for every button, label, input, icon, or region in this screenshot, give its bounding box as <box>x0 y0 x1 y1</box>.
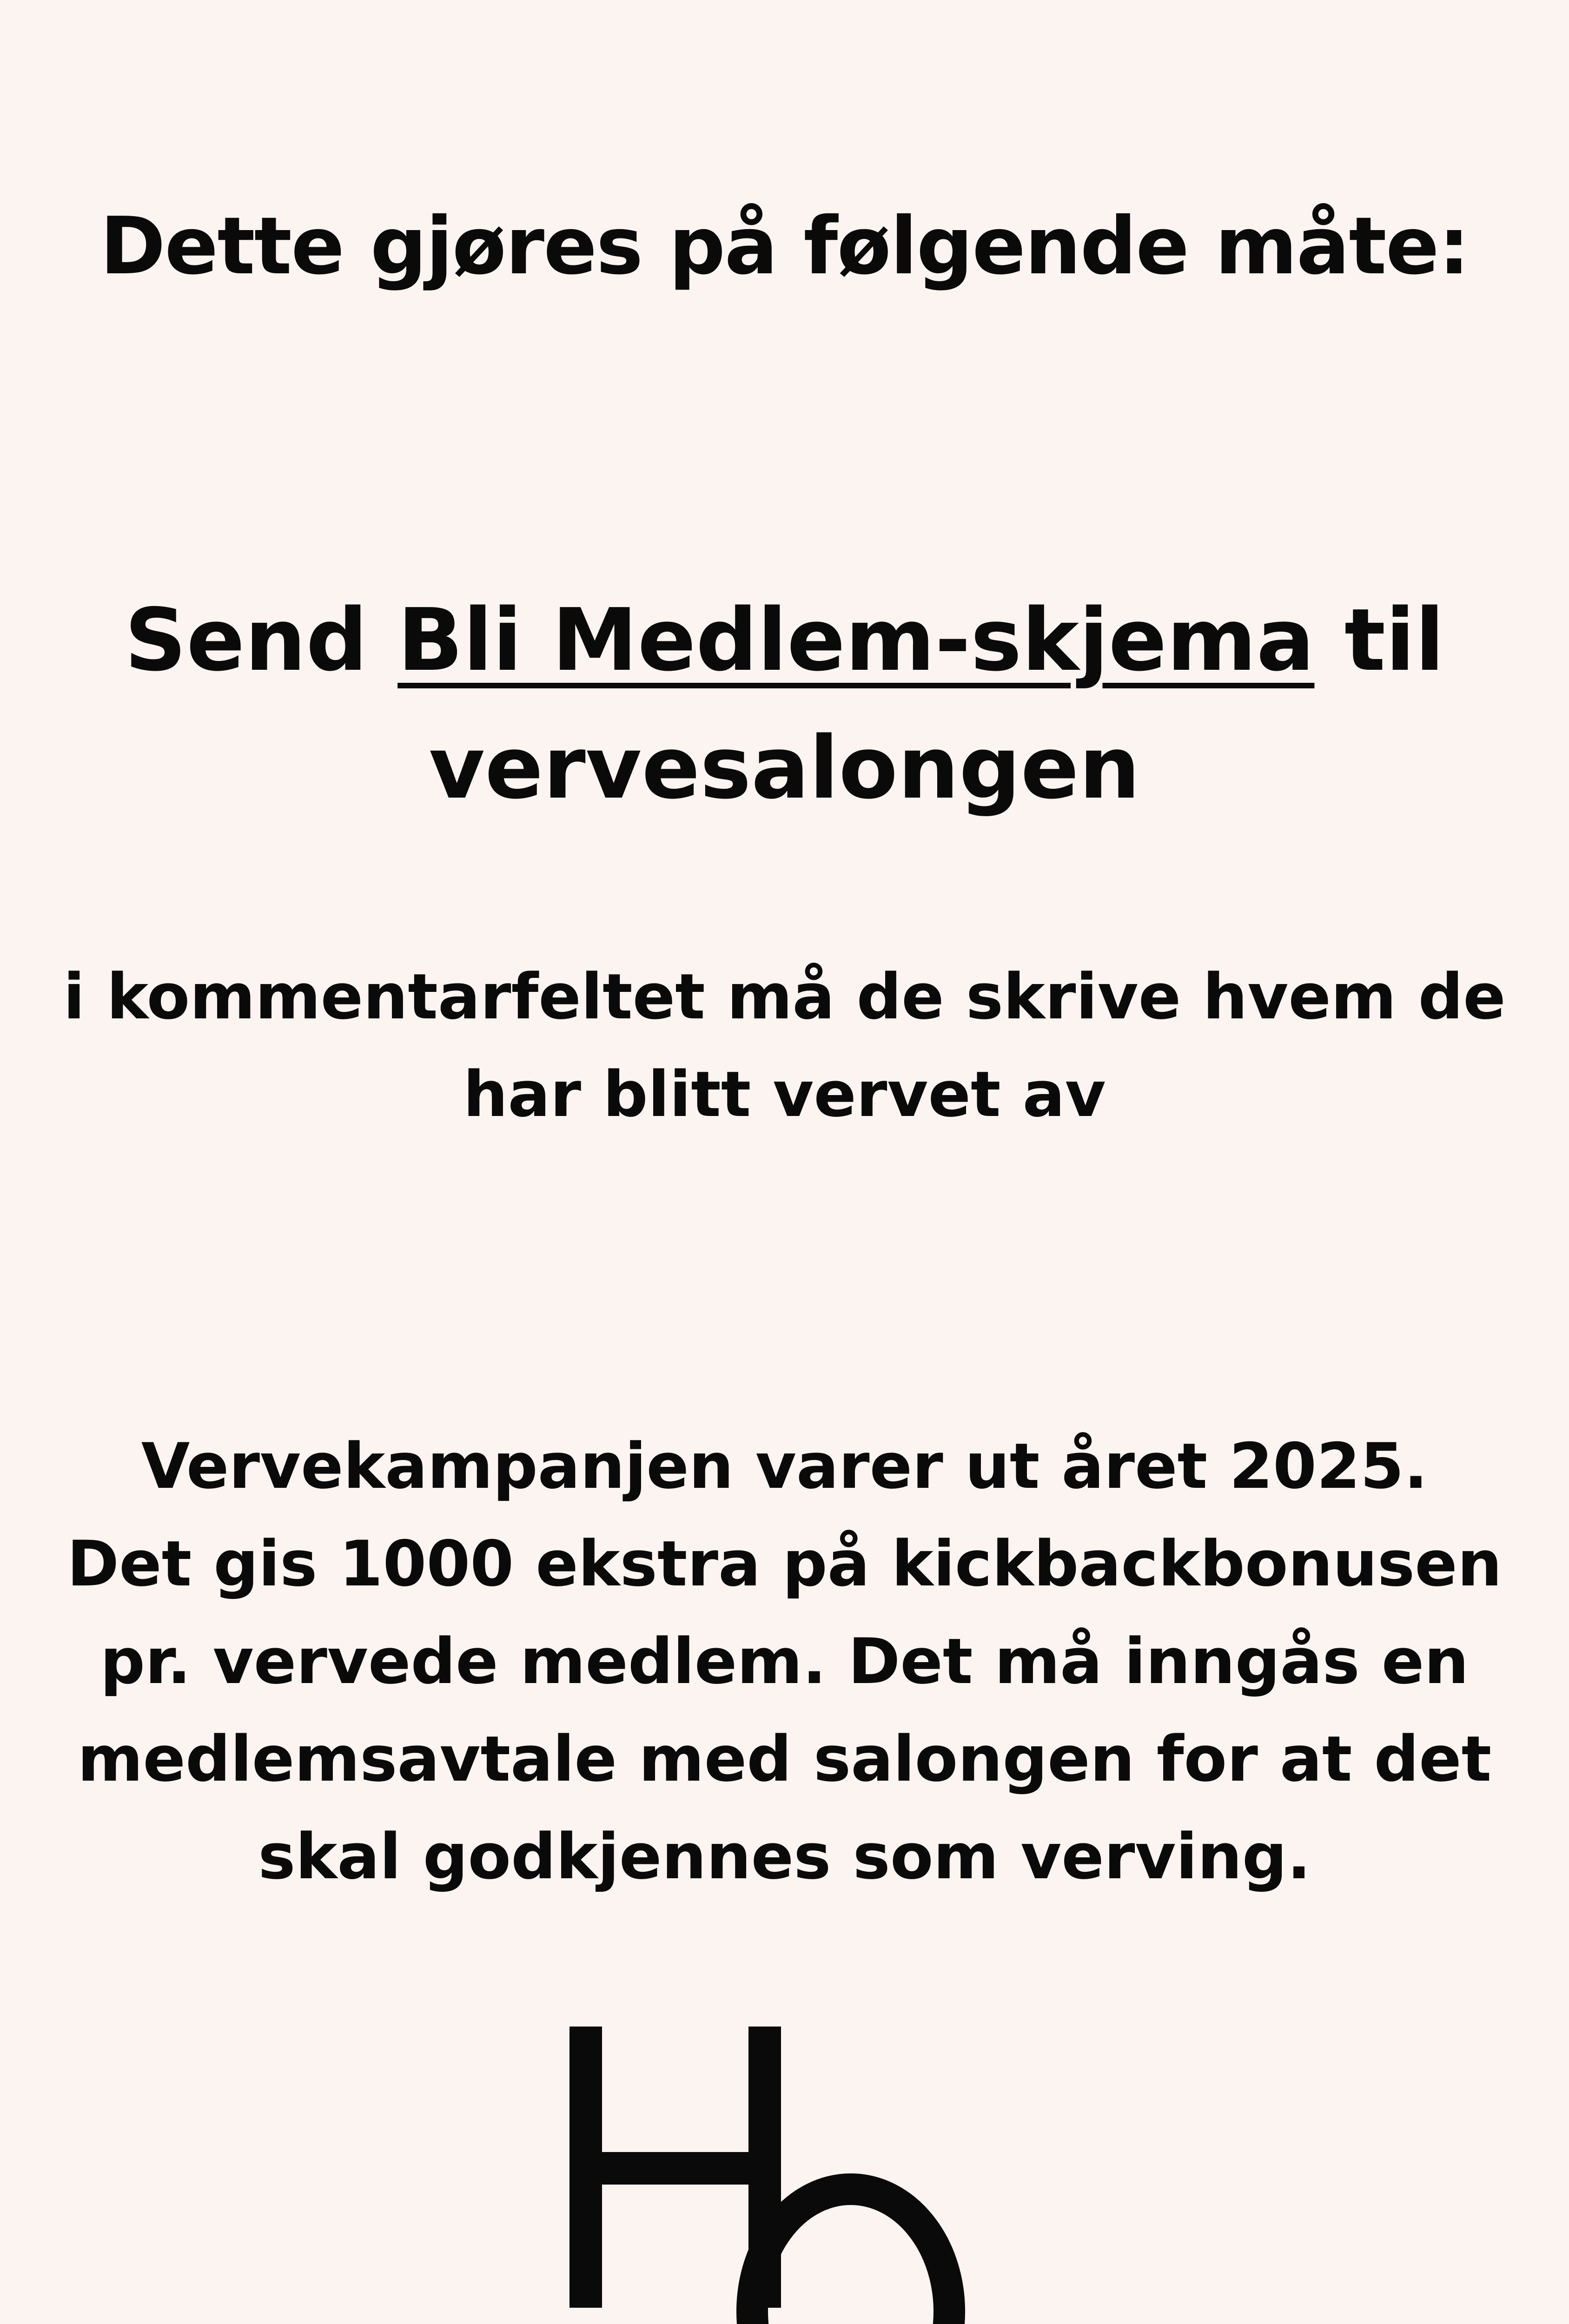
step-note: i kommentarfeltet må de skrive hvem de har blitt vervet av <box>63 960 1506 1131</box>
step-title <box>0 576 1569 832</box>
hq-logo-icon <box>549 2013 1041 2324</box>
page-heading: Dette gjøres på følgende måte: <box>100 200 1469 292</box>
bli-medlem-skjema-link[interactable]: Bli Medlem-skjema <box>397 590 1315 690</box>
campaign-details: Det gis 1000 ekstra på kickbackbonusen pr. vervede medlem. Det må inngås en medlemsavtale med salongen for at det skal godkjennes som verving. <box>67 1527 1502 1893</box>
campaign-text <box>0 1418 1569 1906</box>
campaign-duration: Vervekampanjen varer ut året 2025. <box>141 1430 1428 1503</box>
step-title-suffix: til vervesalongen <box>429 590 1445 818</box>
step-title-prefix: Send <box>124 590 398 690</box>
